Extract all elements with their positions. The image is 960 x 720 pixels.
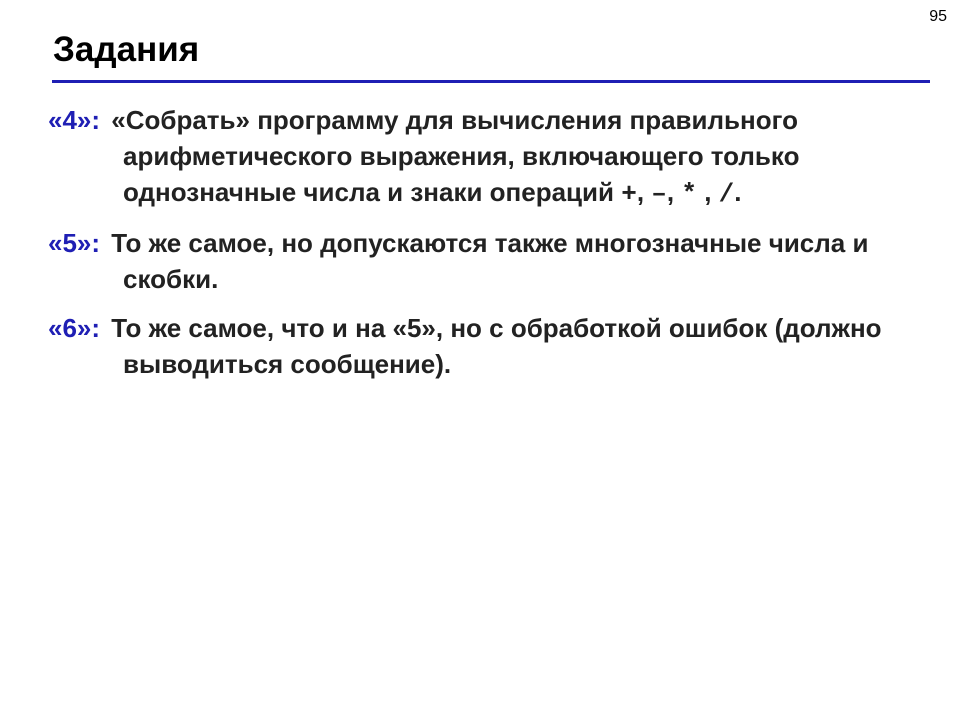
task-level-label: «4»: — [48, 105, 101, 135]
task-level-label: «6»: — [48, 313, 101, 343]
operator-multiply: * — [681, 179, 697, 209]
page-number: 95 — [929, 8, 947, 25]
task-text: «Собрать» программу для вычисления правильного арифметического выражения, включающего только однозначные числа и знаки операций — [111, 105, 800, 207]
operator-divide: / — [718, 179, 735, 209]
task-text: То же самое, что и на «5», но с обработкой ошибок (должно выводиться сообщение). — [111, 313, 882, 379]
task-text: То же самое, но допускаются также многозначные числа и скобки. — [111, 228, 869, 294]
title-underline — [52, 80, 930, 83]
task-item — [48, 225, 928, 297]
operator-minus: – — [651, 179, 667, 209]
task-item — [48, 310, 928, 382]
task-list — [48, 102, 928, 395]
task-item: «4»: «Собрать» программу для вычисления правильного арифметического выражения, включающего только однозначные числа и знаки операций +, –, * , /. — [48, 105, 800, 209]
slide-title: Задания — [53, 30, 200, 69]
operator-plus: + — [621, 179, 637, 209]
task-level-label: «5»: — [48, 228, 101, 258]
